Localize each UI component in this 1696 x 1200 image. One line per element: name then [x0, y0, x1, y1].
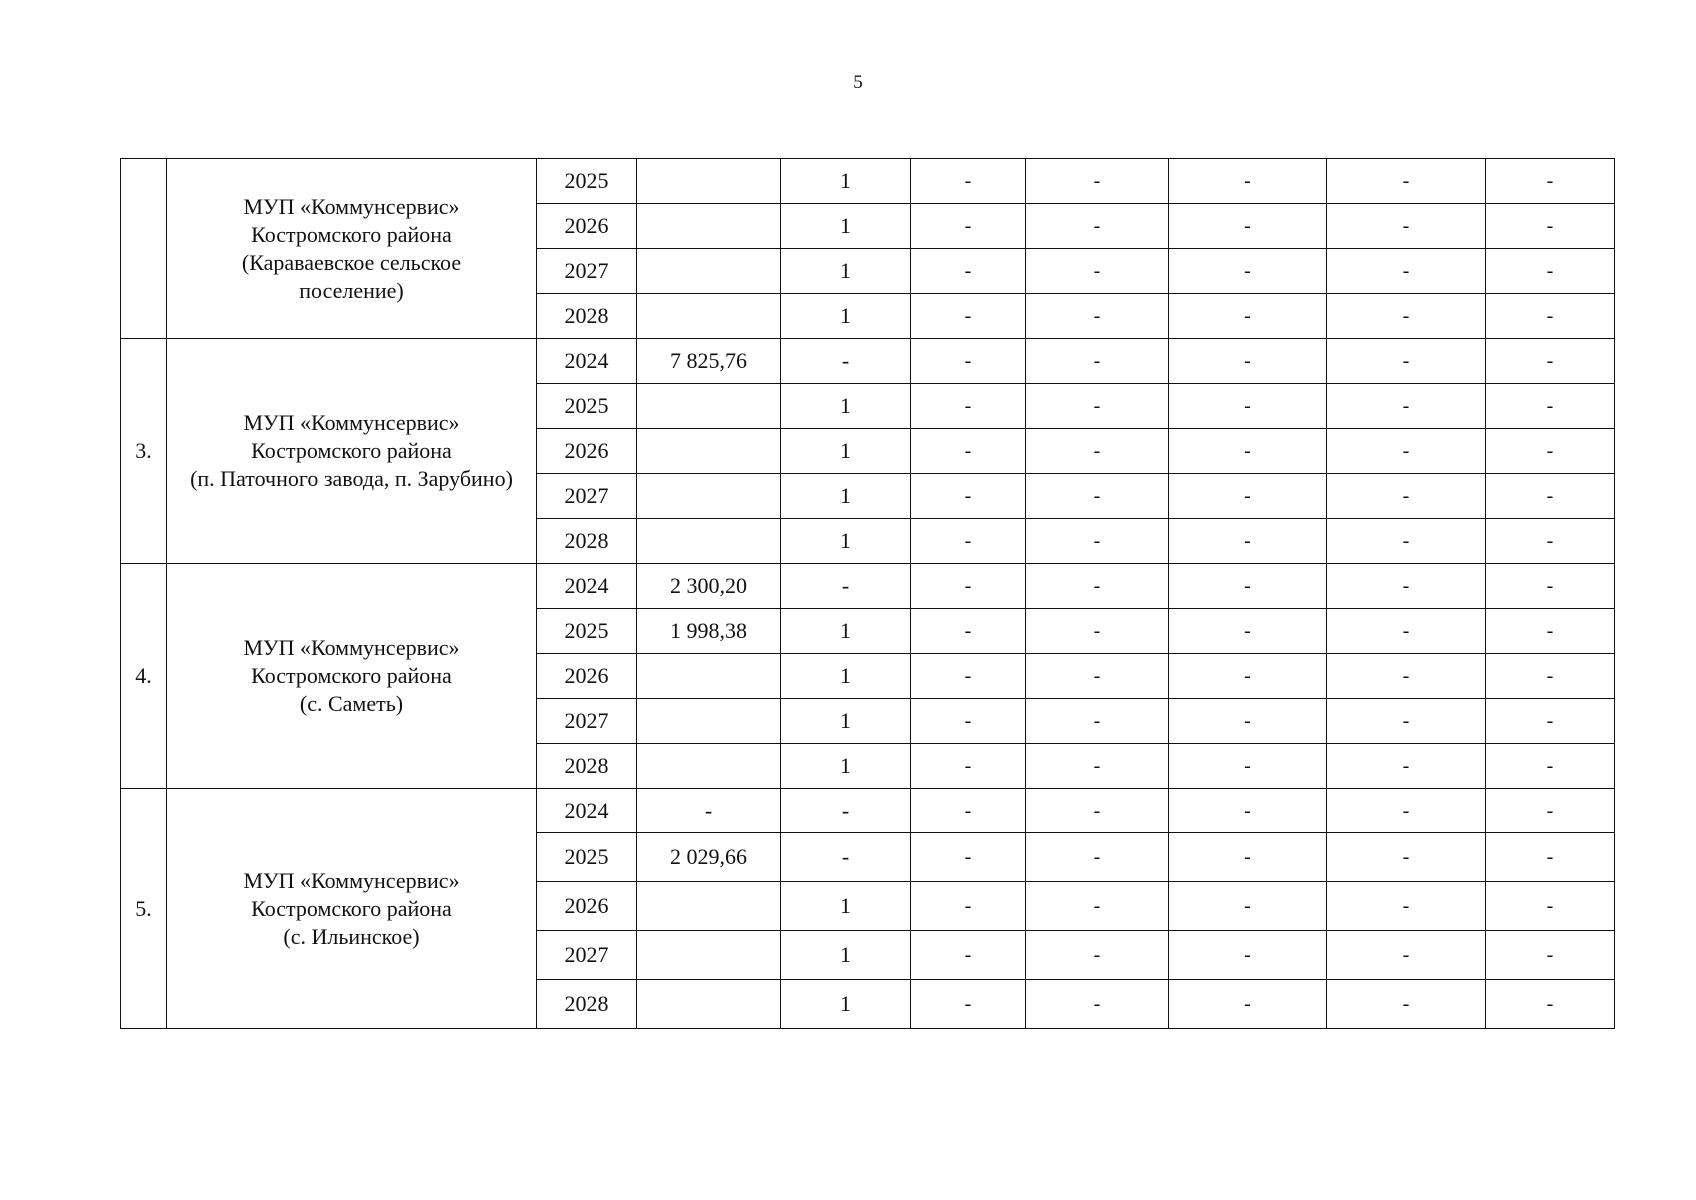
value-cell: - [1486, 474, 1615, 519]
value-cell: - [1327, 980, 1486, 1029]
value-cell: - [1327, 384, 1486, 429]
value-cell: 1 [781, 384, 911, 429]
value-cell: - [911, 294, 1026, 339]
organization-cell [167, 159, 537, 339]
table-row [121, 159, 1615, 204]
value-cell: - [911, 980, 1026, 1029]
value-cell: - [1327, 294, 1486, 339]
value-cell: - [1327, 474, 1486, 519]
value-cell: - [781, 564, 911, 609]
value-cell: 1 [781, 980, 911, 1029]
value-cell: - [911, 744, 1026, 789]
table-row [121, 339, 1615, 384]
value-cell: - [1169, 519, 1327, 564]
value-cell: 1 [781, 159, 911, 204]
organization-line: (с. Ильинское) [283, 923, 420, 949]
value-cell: 1 [781, 609, 911, 654]
value-cell: - [1169, 980, 1327, 1029]
year-cell: 2027 [537, 699, 637, 744]
organization-line: МУП «Коммунсервис» [243, 635, 460, 660]
value-cell: - [1026, 744, 1169, 789]
value-cell: - [1486, 429, 1615, 474]
value-cell: - [1486, 609, 1615, 654]
value-cell: - [1169, 699, 1327, 744]
value-cell: - [911, 429, 1026, 474]
organization-line: Костромского района [251, 221, 452, 247]
value-cell: - [1327, 159, 1486, 204]
value-cell: - [911, 564, 1026, 609]
value-cell: - [911, 474, 1026, 519]
amount-cell: 7 825,76 [637, 339, 781, 384]
value-cell: - [1026, 339, 1169, 384]
value-cell: - [911, 882, 1026, 931]
value-cell: - [1026, 519, 1169, 564]
organization-line: Костромского района [251, 438, 452, 463]
value-cell: 1 [781, 699, 911, 744]
table-row [121, 564, 1615, 609]
value-cell: 1 [781, 249, 911, 294]
table-row [121, 789, 1615, 833]
amount-cell: 1 998,38 [637, 609, 781, 654]
year-cell: 2025 [537, 609, 637, 654]
amount-cell [637, 931, 781, 980]
value-cell: - [911, 931, 1026, 980]
value-cell: - [1486, 654, 1615, 699]
year-cell: 2026 [537, 429, 637, 474]
value-cell: - [911, 339, 1026, 384]
amount-cell [637, 882, 781, 931]
value-cell: - [1486, 699, 1615, 744]
organization-line: МУП «Коммунсервис» [243, 193, 460, 219]
amount-cell [637, 980, 781, 1029]
value-cell: - [1169, 789, 1327, 833]
value-cell: - [781, 789, 911, 833]
value-cell: - [1026, 249, 1169, 294]
table-body [121, 159, 1615, 1029]
organization-cell [167, 789, 537, 1029]
value-cell: - [1026, 384, 1169, 429]
value-cell: 1 [781, 744, 911, 789]
value-cell: - [1169, 294, 1327, 339]
year-cell: 2024 [537, 789, 637, 833]
value-cell: 1 [781, 429, 911, 474]
value-cell: - [1169, 384, 1327, 429]
value-cell: - [1327, 931, 1486, 980]
value-cell: - [1486, 833, 1615, 882]
value-cell: - [1169, 339, 1327, 384]
value-cell: - [1026, 429, 1169, 474]
value-cell: - [1327, 744, 1486, 789]
row-index: 4. [121, 564, 167, 789]
value-cell: - [1169, 833, 1327, 882]
value-cell: - [911, 609, 1026, 654]
value-cell: - [781, 833, 911, 882]
year-cell: 2028 [537, 519, 637, 564]
value-cell: - [1169, 474, 1327, 519]
organization-cell [167, 564, 537, 789]
organization-line: МУП «Коммунсервис» [243, 410, 460, 435]
value-cell: - [1026, 159, 1169, 204]
amount-cell: 2 300,20 [637, 564, 781, 609]
amount-cell [637, 519, 781, 564]
value-cell: - [911, 699, 1026, 744]
value-cell: - [1169, 882, 1327, 931]
row-index: 5. [121, 789, 167, 1029]
value-cell: 1 [781, 519, 911, 564]
value-cell: - [1327, 833, 1486, 882]
amount-cell [637, 204, 781, 249]
value-cell: - [1327, 204, 1486, 249]
value-cell: - [1327, 429, 1486, 474]
year-cell: 2027 [537, 931, 637, 980]
organization-line: Костромского района [251, 663, 452, 688]
value-cell: - [911, 654, 1026, 699]
value-cell: - [1327, 882, 1486, 931]
value-cell: - [1327, 564, 1486, 609]
value-cell: 1 [781, 474, 911, 519]
value-cell: - [1169, 744, 1327, 789]
row-index: 3. [121, 339, 167, 564]
value-cell: - [1169, 564, 1327, 609]
value-cell: - [1486, 339, 1615, 384]
value-cell: - [1327, 339, 1486, 384]
year-cell: 2027 [537, 474, 637, 519]
value-cell: - [1327, 654, 1486, 699]
organization-line: (с. Саметь) [299, 691, 404, 716]
value-cell: - [1486, 294, 1615, 339]
value-cell: - [1486, 931, 1615, 980]
value-cell: - [1169, 429, 1327, 474]
value-cell: - [1026, 654, 1169, 699]
amount-cell [637, 294, 781, 339]
value-cell: - [1169, 654, 1327, 699]
organization-line: МУП «Коммунсервис» [243, 867, 460, 893]
amount-cell [637, 159, 781, 204]
value-cell: - [1486, 159, 1615, 204]
organization-line: Костромского района [251, 895, 452, 921]
amount-cell [637, 384, 781, 429]
value-cell: 1 [781, 654, 911, 699]
organization-cell [167, 339, 537, 564]
value-cell: - [1486, 980, 1615, 1029]
year-cell: 2024 [537, 339, 637, 384]
value-cell: - [911, 159, 1026, 204]
data-table [120, 158, 1615, 1029]
value-cell: - [1169, 931, 1327, 980]
year-cell: 2024 [537, 564, 637, 609]
value-cell: - [1486, 519, 1615, 564]
amount-cell [637, 249, 781, 294]
year-cell: 2026 [537, 204, 637, 249]
value-cell: - [1026, 204, 1169, 249]
value-cell: - [1169, 609, 1327, 654]
value-cell: - [1026, 474, 1169, 519]
year-cell: 2028 [537, 744, 637, 789]
value-cell: - [911, 519, 1026, 564]
value-cell: - [911, 249, 1026, 294]
value-cell: - [911, 789, 1026, 833]
value-cell: - [1169, 249, 1327, 294]
value-cell: - [1026, 609, 1169, 654]
value-cell: - [1486, 564, 1615, 609]
year-cell: 2025 [537, 384, 637, 429]
value-cell: 1 [781, 294, 911, 339]
year-cell: 2028 [537, 980, 637, 1029]
value-cell: - [781, 339, 911, 384]
row-index [121, 159, 167, 339]
value-cell: - [1169, 159, 1327, 204]
value-cell: - [1169, 204, 1327, 249]
value-cell: - [1486, 744, 1615, 789]
value-cell: - [1026, 833, 1169, 882]
amount-cell [637, 654, 781, 699]
value-cell: - [1026, 882, 1169, 931]
value-cell: - [1327, 519, 1486, 564]
value-cell: - [911, 204, 1026, 249]
value-cell: - [1026, 294, 1169, 339]
value-cell: 1 [781, 204, 911, 249]
year-cell: 2026 [537, 654, 637, 699]
year-cell: 2026 [537, 882, 637, 931]
year-cell: 2028 [537, 294, 637, 339]
value-cell: 1 [781, 931, 911, 980]
value-cell: - [1026, 699, 1169, 744]
value-cell: - [1486, 249, 1615, 294]
value-cell: - [1486, 882, 1615, 931]
year-cell: 2025 [537, 833, 637, 882]
amount-cell [637, 699, 781, 744]
amount-cell: - [637, 789, 781, 833]
year-cell: 2025 [537, 159, 637, 204]
value-cell: - [1026, 564, 1169, 609]
amount-cell [637, 429, 781, 474]
amount-cell: 2 029,66 [637, 833, 781, 882]
value-cell: - [1486, 789, 1615, 833]
page-number: 5 [853, 72, 863, 93]
amount-cell [637, 744, 781, 789]
year-cell: 2027 [537, 249, 637, 294]
value-cell: - [1327, 699, 1486, 744]
value-cell: - [1026, 931, 1169, 980]
organization-line: (Караваевское сельское [241, 249, 462, 275]
value-cell: - [1486, 204, 1615, 249]
value-cell: 1 [781, 882, 911, 931]
organization-line: (п. Паточного завода, п. Зарубино) [190, 466, 513, 491]
amount-cell [637, 474, 781, 519]
value-cell: - [911, 833, 1026, 882]
value-cell: - [1026, 980, 1169, 1029]
value-cell: - [1486, 384, 1615, 429]
value-cell: - [1026, 789, 1169, 833]
value-cell: - [1327, 249, 1486, 294]
value-cell: - [911, 384, 1026, 429]
organization-line: поселение) [299, 277, 404, 303]
value-cell: - [1327, 609, 1486, 654]
value-cell: - [1327, 789, 1486, 833]
